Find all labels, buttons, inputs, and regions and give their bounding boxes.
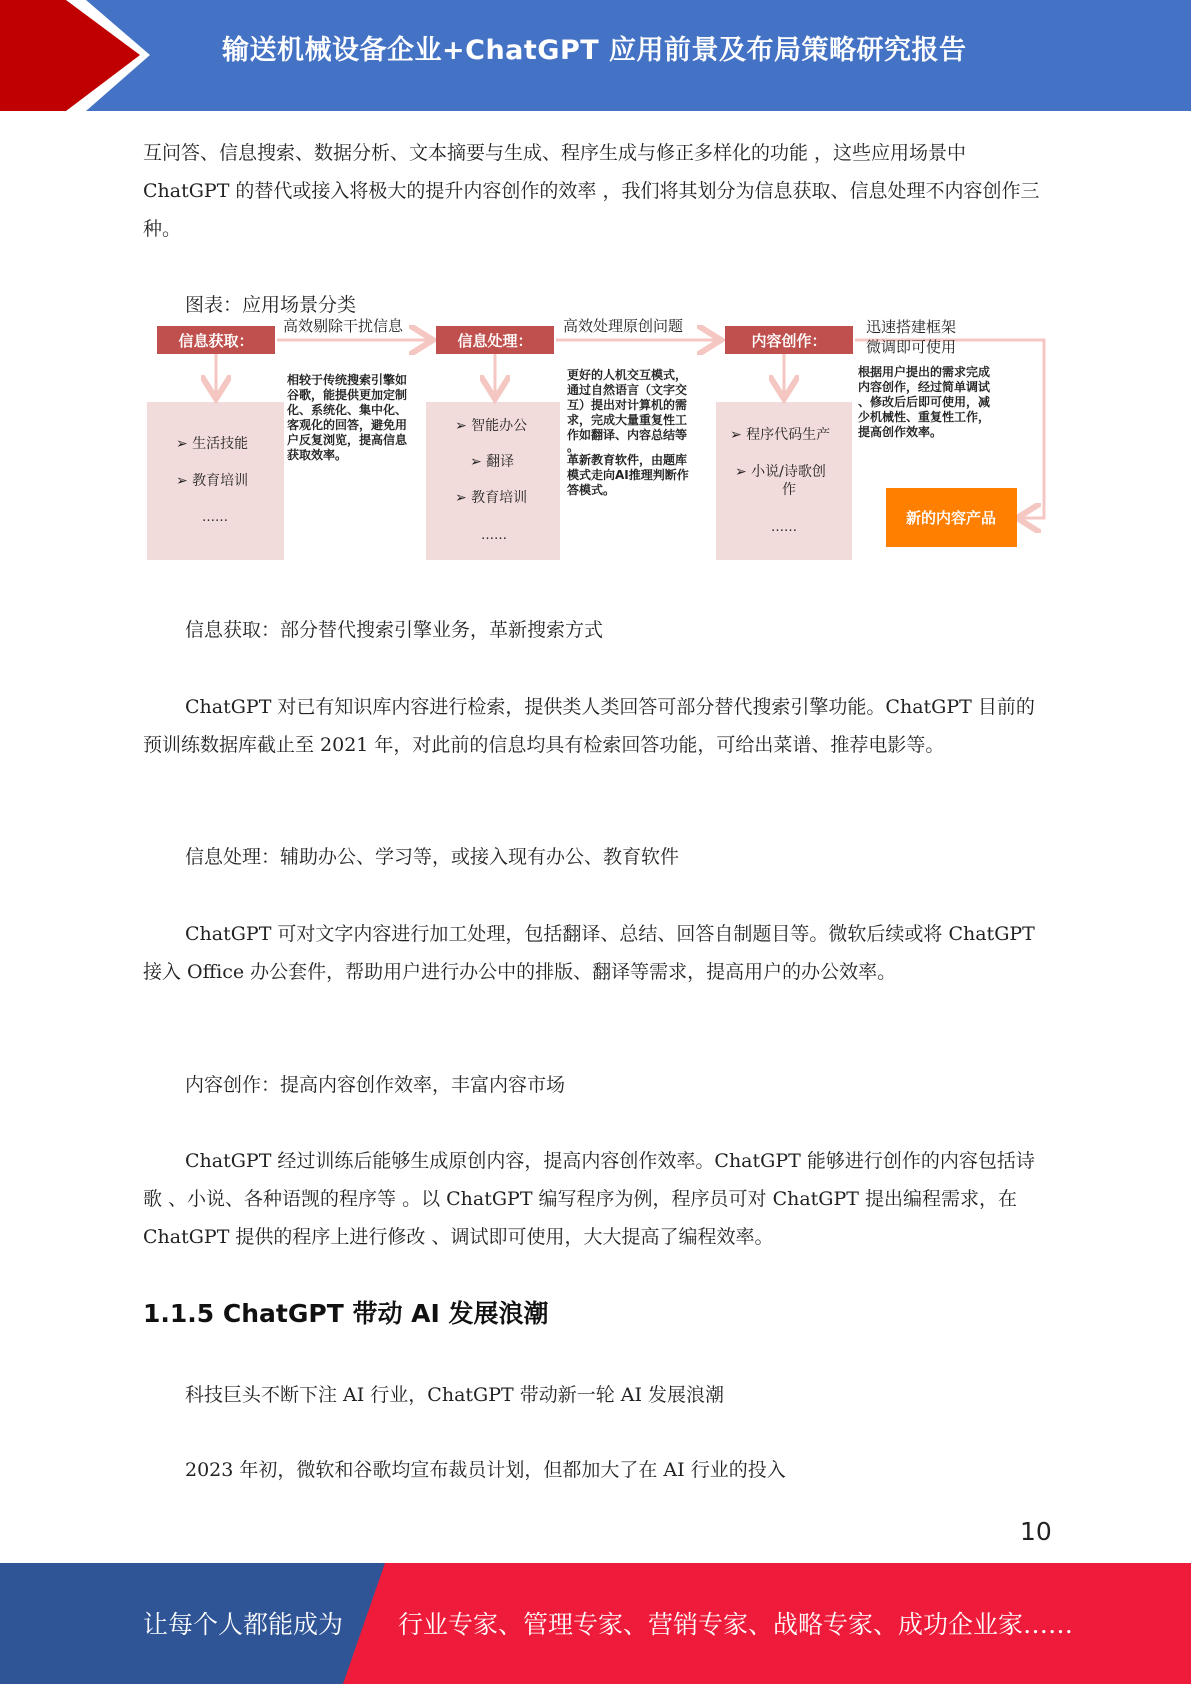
stage-1-desc-line: 客观化的回答，避免用 bbox=[287, 418, 408, 432]
stage-1-desc-line: 化、系统化、集中化、 bbox=[287, 403, 408, 417]
section-information-acquisition-title: 信息获取：部分替代搜索引擎业务，革新搜索方式 bbox=[185, 619, 604, 641]
stage-1-item-3: …… bbox=[202, 510, 228, 525]
stage-1-desc-line: 相较于传统搜索引擎如 bbox=[287, 373, 408, 387]
stage-1-item-2: ➢ 教育培训 bbox=[176, 473, 249, 489]
arrow-3-label-line-1: 迅速搭建框架 bbox=[866, 318, 957, 336]
section-information-processing-title: 信息处理：辅助办公、学习等，或接入现有办公、教育软件 bbox=[185, 846, 680, 868]
ai-trend-line-1: 科技巨头不断下注 AI 行业，ChatGPT 带动新一轮 AI 发展浪潮 bbox=[185, 1384, 725, 1406]
stage-2-item-3: ➢ 教育培训 bbox=[455, 490, 528, 506]
stage-2-desc-line: 答模式。 bbox=[567, 483, 616, 497]
stage-2-desc-line: 革新教育软件，由题库 bbox=[567, 453, 688, 467]
stage-1-description bbox=[286, 372, 408, 462]
intro-paragraph: 互问答、信息搜索、数据分析、文本摘要与生成、程序生成与修正多样化的功能 ，这些应用场景中 ChatGPT 的替代或接入将极大的提升内容创作的效率 ，我们将其划分为信息获取、信息处理不内容创作三种。 bbox=[143, 142, 1040, 240]
stage-3-desc-line: 、修改后后即可使用，减 bbox=[858, 395, 991, 409]
stage-2-item-1: ➢ 智能办公 bbox=[455, 418, 528, 434]
section-information-acquisition-body: ChatGPT 对已有知识库内容进行检索，提供类人类回答可部分替代搜索引擎功能。ChatGPT 目前的预训练数据库截止至 2021 年，对此前的信息均具有检索回答功能，可给出菜谱、推荐电影等。 bbox=[143, 696, 1035, 756]
result-box-label: 新的内容产品 bbox=[905, 509, 997, 527]
stage-3-description bbox=[858, 364, 991, 439]
stage-1-title: 信息获取： bbox=[178, 332, 254, 350]
section-content-creation-body: ChatGPT 经过训练后能够生成原创内容，提高内容创作效率。ChatGPT 能够进行创作的内容包括诗歌 、小说、各种语觊的程序等 。以 ChatGPT 编写程序为例，程序员可对 ChatGPT 提出编程需求，在 ChatGPT 提供的程序上进行修改 、调试即可使用，大大提高了编程效率。 bbox=[143, 1150, 1035, 1248]
section-content-creation-title: 内容创作：提高内容创作效率，丰富内容市场 bbox=[185, 1074, 566, 1096]
page-footer bbox=[0, 1563, 1191, 1684]
header-title: 输送机械设备企业+ChatGPT 应用前景及布局策略研究报告 bbox=[222, 35, 967, 66]
stage-3-items-box bbox=[716, 402, 852, 560]
figure-caption: 图表：应用场景分类 bbox=[185, 294, 357, 316]
stage-2-desc-line: 求，完成大量重复性工 bbox=[567, 413, 688, 427]
stage-1-desc-line: 户反复浏览，提高信息 bbox=[287, 433, 408, 447]
arrow-3-label-line-2: 微调即可使用 bbox=[866, 338, 957, 356]
stage-3-item-1: ➢ 程序代码生产 bbox=[730, 427, 831, 443]
stage-2-desc-line: 通过自然语言（文字交 bbox=[567, 383, 688, 397]
stage-3-item-4: …… bbox=[771, 520, 797, 535]
footer-slogan-right: 行业专家、管理专家、营销专家、战略专家、成功企业家…… bbox=[398, 1610, 1074, 1639]
section-heading-1-1-5: 1.1.5 ChatGPT 带动 AI 发展浪潮 bbox=[143, 1299, 549, 1328]
header-arrow-logo bbox=[0, 0, 150, 111]
stage-2-title: 信息处理： bbox=[457, 332, 533, 350]
stage-2-desc-line: 作如翻译、内容总结等 bbox=[567, 428, 688, 442]
stage-2-desc-line: 模式走向AI推理判断作 bbox=[567, 468, 689, 482]
stage-2-description bbox=[567, 367, 689, 497]
stage-3-title: 内容创作： bbox=[751, 332, 827, 350]
stage-2-item-2: ➢ 翻译 bbox=[470, 454, 515, 470]
page-header bbox=[0, 0, 1191, 111]
stage-2-desc-line: 。 bbox=[567, 440, 580, 454]
stage-3-desc-line: 根据用户提出的需求完成 bbox=[858, 365, 991, 379]
stage-1-desc-line: 获取效率。 bbox=[287, 448, 348, 462]
footer-slogan-left: 让每个人都能成为 bbox=[143, 1610, 344, 1639]
application-scenario-diagram bbox=[140, 318, 1055, 563]
arrow-2-label: 高效处理原创问题 bbox=[563, 318, 684, 335]
stage-1-desc-line: 谷歌，能提供更加定制 bbox=[287, 388, 408, 402]
stage-3-desc-line: 提高创作效率。 bbox=[858, 425, 943, 439]
ai-trend-line-2: 2023 年初，微软和谷歌均宣布裁员计划，但都加大了在 AI 行业的投入 bbox=[185, 1459, 786, 1481]
stage-2-desc-line: 互）提出对计算机的需 bbox=[567, 398, 688, 412]
arrow-1-label: 高效剔除干扰信息 bbox=[283, 318, 404, 335]
stage-3-desc-line: 内容创作，经过简单调试 bbox=[858, 380, 991, 394]
section-information-processing-body: ChatGPT 可对文字内容进行加工处理，包括翻译、总结、回答自制题目等。微软后续或将 ChatGPT 接入 Office 办公套件，帮助用户进行办公中的排版、翻译等需求，提高用户的办公效率。 bbox=[143, 923, 1035, 983]
page-number: 10 bbox=[1020, 1517, 1052, 1546]
stage-1-item-1: ➢ 生活技能 bbox=[176, 436, 249, 452]
stage-3-desc-line: 少机械性、重复性工作， bbox=[858, 410, 991, 424]
stage-2-desc-line: 更好的人机交互模式， bbox=[567, 368, 688, 382]
stage-2-item-4: …… bbox=[481, 528, 507, 543]
stage-3-item-2: ➢ 小说/诗歌创 bbox=[735, 464, 826, 480]
stage-3-item-3: 作 bbox=[782, 482, 796, 498]
